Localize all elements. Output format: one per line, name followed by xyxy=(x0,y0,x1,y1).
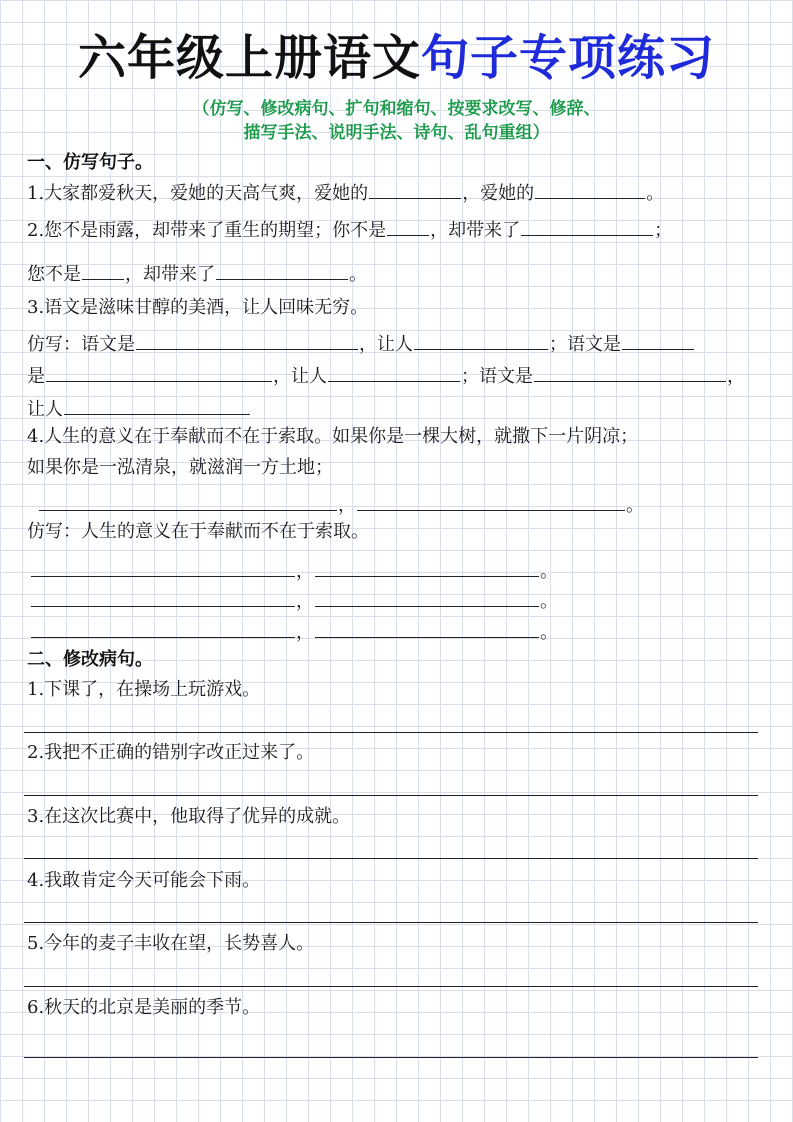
q4-period: 。 xyxy=(626,495,644,516)
q4-blank-1[interactable] xyxy=(39,490,337,511)
q1-text-b: ，爱她的 xyxy=(462,183,535,204)
q4-imitate-row-3 xyxy=(30,617,558,645)
q3-text-d: 是 xyxy=(27,366,45,387)
q2-blank-3[interactable] xyxy=(82,259,124,280)
q4-imitate-blank-2b[interactable] xyxy=(315,586,539,607)
q3-blank-2[interactable] xyxy=(414,329,548,350)
q4-blank-2[interactable] xyxy=(357,490,625,511)
q4-imitate-period-2: 。 xyxy=(540,591,558,612)
q4-imitate-row-2 xyxy=(30,586,558,614)
q3-blank-5[interactable] xyxy=(328,361,460,382)
q2-line2 xyxy=(27,259,367,287)
q2-text-c: ； xyxy=(654,220,673,241)
q2-blank-2[interactable] xyxy=(521,215,653,236)
fix-item-1: 1.下课了，在操场上玩游戏。 xyxy=(27,679,261,700)
subtitle-line2: 描写手法、说明手法、诗句、乱句重组） xyxy=(243,123,550,143)
q4-imitate-blank-3a[interactable] xyxy=(31,617,295,638)
q4-line1: 4.人生的意义在于奉献而不在于索取。如果你是一棵大树，就撒下一片阴凉； xyxy=(27,426,639,447)
q2-line1 xyxy=(27,215,672,243)
q3-text: 3.语文是滋味甘醇的美酒，让人回味无穷。 xyxy=(27,297,369,318)
fix-answer-line-2[interactable] xyxy=(24,795,758,796)
q3-text-a: 仿写：语文是 xyxy=(27,334,135,355)
q1-text-c: 。 xyxy=(646,183,665,204)
q1 xyxy=(27,178,664,206)
q4-imitate-row-1 xyxy=(30,556,558,584)
q2-text-f: 。 xyxy=(349,264,367,285)
q3-text-g: ， xyxy=(727,366,745,387)
q4-answer-row xyxy=(38,490,644,518)
q3-text-e: ，让人 xyxy=(273,366,327,387)
q3-blank-1[interactable] xyxy=(136,329,358,350)
section2-heading: 二、修改病句。 xyxy=(27,649,153,670)
fix-item-6: 6.秋天的北京是美丽的季节。 xyxy=(27,997,261,1018)
q1-blank-1[interactable] xyxy=(369,178,461,199)
q3-blank-6[interactable] xyxy=(534,361,726,382)
fix-item-5: 5.今年的麦子丰收在望，长势喜人。 xyxy=(27,933,315,954)
q2-blank-1[interactable] xyxy=(387,215,429,236)
q2-blank-4[interactable] xyxy=(216,259,348,280)
q4-comma: ， xyxy=(338,495,356,516)
q1-blank-2[interactable] xyxy=(535,178,645,199)
q4-imitate-period-1: 。 xyxy=(540,561,558,582)
fix-answer-line-3[interactable] xyxy=(24,858,758,859)
q3-text-c: ；语文是 xyxy=(549,334,621,355)
q4-prompt: 仿写：人生的意义在于奉献而不在于索取。 xyxy=(27,521,369,542)
fix-item-4: 4.我敢肯定今天可能会下雨。 xyxy=(27,870,261,891)
q2-text-b: ，却带来了 xyxy=(430,220,521,241)
q4-line2: 如果你是一泓清泉，就滋润一方土地； xyxy=(27,457,333,478)
q3-text-b: ，让人 xyxy=(359,334,413,355)
q2-text-d: 您不是 xyxy=(27,264,81,285)
q4-imitate-blank-3b[interactable] xyxy=(315,617,539,638)
q3-blank-4[interactable] xyxy=(46,361,272,382)
fix-item-3: 3.在这次比赛中，他取得了优异的成就。 xyxy=(27,806,351,827)
q3-text-h: 让人 xyxy=(27,399,63,420)
fix-answer-line-1[interactable] xyxy=(24,732,758,733)
q1-text-a: 1.大家都爱秋天，爱她的天高气爽，爱她的 xyxy=(27,183,369,204)
q3-line1 xyxy=(27,329,695,357)
title-part1: 六年级上册语文 xyxy=(77,30,421,86)
q3-line3 xyxy=(27,394,251,422)
q4-imitate-blank-1a[interactable] xyxy=(31,556,295,577)
fix-answer-line-6[interactable] xyxy=(24,1057,758,1058)
q4-imitate-blank-2a[interactable] xyxy=(31,586,295,607)
title-part2: 句子专项练习 xyxy=(421,30,716,86)
fix-answer-line-4[interactable] xyxy=(24,922,758,923)
q3-text-f: ；语文是 xyxy=(461,366,533,387)
fix-answer-line-5[interactable] xyxy=(24,986,758,987)
q4-imitate-period-3: 。 xyxy=(540,622,558,643)
q3-blank-3[interactable] xyxy=(622,329,694,350)
subtitle-line1: （仿写、修改病句、扩句和缩句、按要求改写、修辞、 xyxy=(192,99,601,119)
page-title xyxy=(0,28,793,88)
q2-text-e: ，却带来了 xyxy=(125,264,215,285)
q4-imitate-comma-1: ， xyxy=(296,561,314,582)
q3-blank-7[interactable] xyxy=(64,394,250,415)
q4-imitate-comma-2: ， xyxy=(296,591,314,612)
q4-imitate-blank-1b[interactable] xyxy=(315,556,539,577)
q4-imitate-comma-3: ， xyxy=(296,622,314,643)
fix-item-2: 2.我把不正确的错别字改正过来了。 xyxy=(27,742,315,763)
q2-text-a: 2.您不是雨露，却带来了重生的期望；你不是 xyxy=(27,220,387,241)
q3-line2 xyxy=(27,361,745,389)
section1-heading: 一、仿写句子。 xyxy=(27,152,153,173)
